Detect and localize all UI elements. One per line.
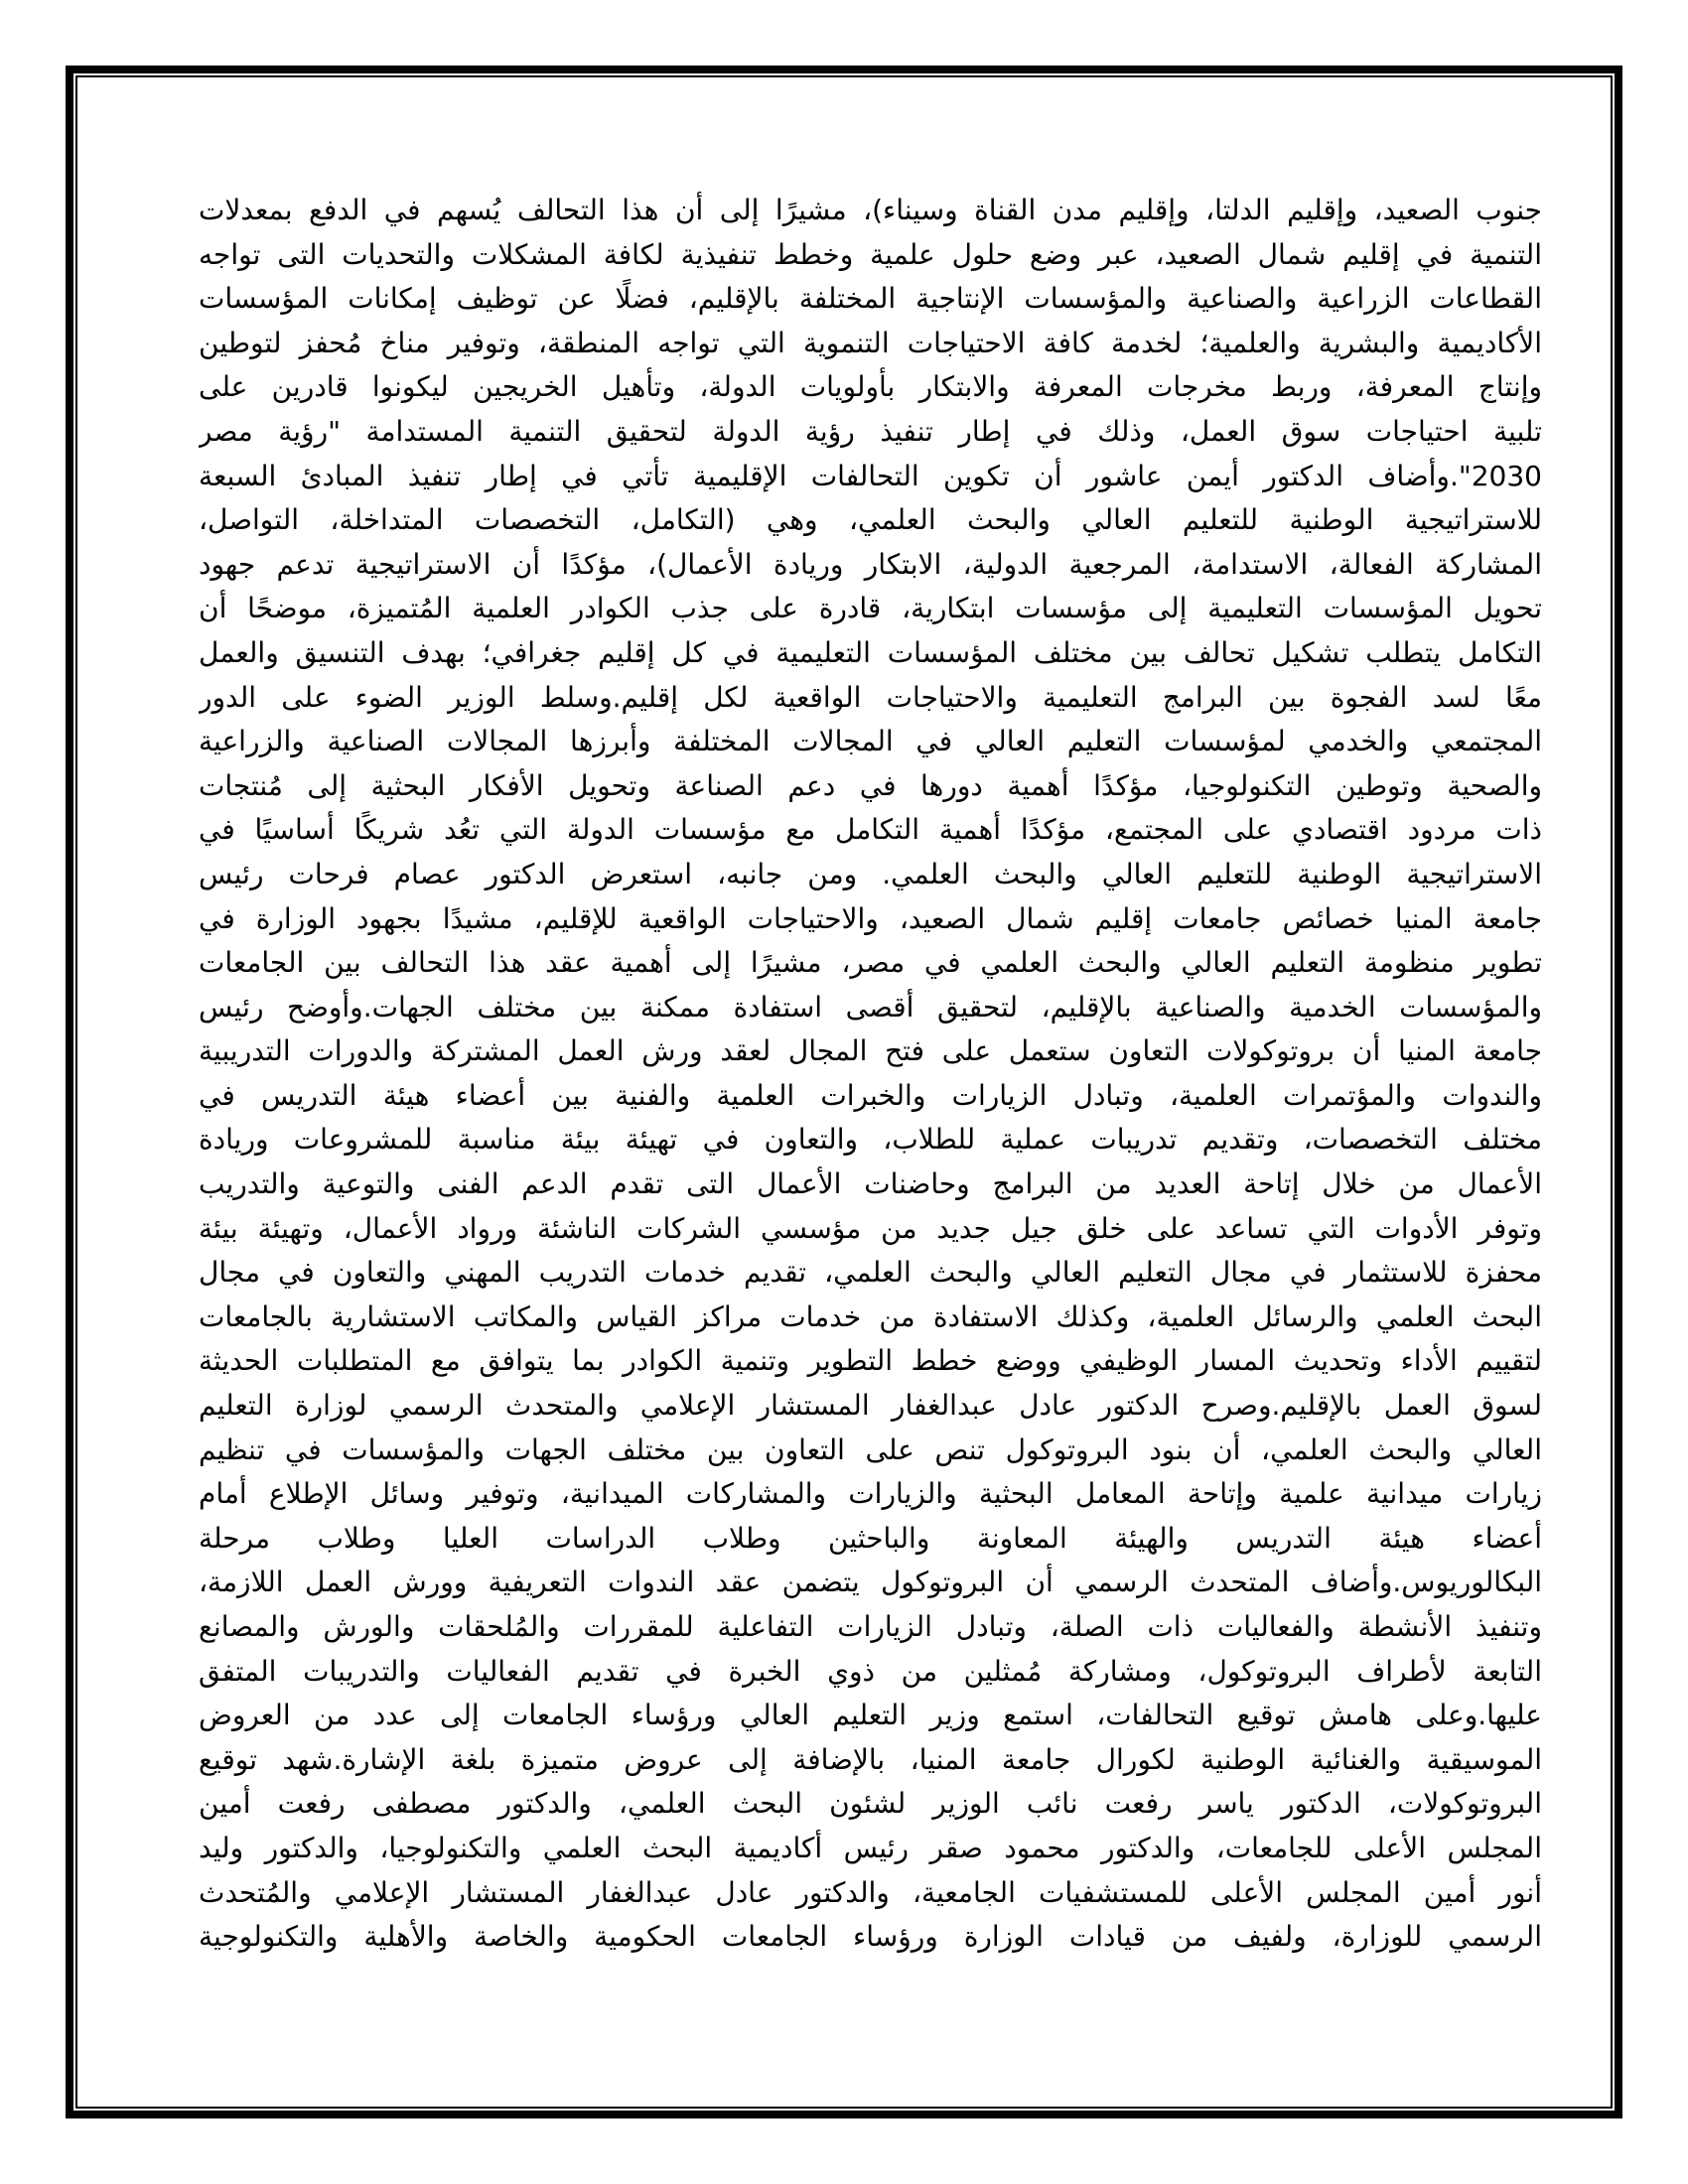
text-line: الأعمال من خلال إتاحة العديد من البرامج وحاضنات الأعمال التى تقدم الدعم الفنى والتوعية والتدريب: [199, 1167, 1542, 1201]
text-line: التابعة لأطراف البروتوكول، ومشاركة مُمثلين من ذوي الخبرة في تقديم الفعاليات والتدريبات المتفق: [199, 1654, 1542, 1688]
text-line: 2030".وأضاف الدكتور أيمن عاشور أن تكوين التحالفات الإقليمية تأتي في إطار تنفيذ المبادئ السبعة: [199, 459, 1542, 492]
text-line: والمؤسسات الخدمية والصناعية بالإقليم، لتحقيق أقصى استفادة ممكنة بين مختلف الجهات.وأوضح رئيس: [199, 990, 1542, 1024]
text-line: محفزة للاستثمار في مجال التعليم العالي والبحث العلمي، تقديم خدمات التدريب المهني والتعاون في مجال: [199, 1256, 1542, 1290]
text-line: الرسمي للوزارة، ولفيف من قيادات الوزارة ورؤساء الجامعات الحكومية والخاصة والأهلية والتكنولوجية: [199, 1920, 1542, 1954]
text-line: معًا لسد الفجوة بين البرامج التعليمية والاحتياجات الواقعية لكل إقليم.وسلط الوزير الضوء على الدور: [199, 680, 1542, 714]
text-line: البروتوكولات، الدكتور ياسر رفعت نائب الوزير لشئون البحث العلمي، والدكتور مصطفى رفعت أمين: [199, 1787, 1542, 1821]
text-line: الاستراتيجية الوطنية للتعليم العالي والبحث العلمي. ومن جانبه، استعرض الدكتور عصام فرحات رئيس: [199, 857, 1542, 890]
text-line: الأكاديمية والبشرية والعلمية؛ لخدمة كافة الاحتياجات التنموية التي تواجه المنطقة، وتوفير مناخ مُحفز لتوطين: [199, 326, 1542, 359]
text-line: عليها.وعلى هامش توقيع التحالفات، استمع وزير التعليم العالي ورؤساء الجامعات إلى عدد من العروض: [199, 1699, 1542, 1732]
text-line: للاستراتيجية الوطنية للتعليم العالي والبحث العلمي، وهي (التكامل، التخصصات المتداخلة، التواصل،: [199, 503, 1542, 537]
text-line: التنمية في إقليم شمال الصعيد، عبر وضع حلول علمية وخطط تنفيذية لكافة المشكلات والتحديات التى تواجه: [199, 237, 1542, 271]
text-line: القطاعات الزراعية والصناعية والمؤسسات الإنتاجية المختلفة بالإقليم، فضلًا عن توظيف إمكانات المؤسسات: [199, 282, 1542, 316]
text-line: ذات مردود اقتصادي على المجتمع، مؤكدًا أهمية التكامل مع مؤسسات الدولة التي تعُد شريكًا أساسيًا في: [199, 813, 1542, 847]
text-line: مختلف التخصصات، وتقديم تدريبات عملية للطلاب، والتعاون في تهيئة بيئة مناسبة للمشروعات وريادة: [199, 1123, 1542, 1157]
text-line: المجتمعي والخدمي لمؤسسات التعليم العالي في المجالات المختلفة وأبرزها المجالات الصناعية والزراعية: [199, 725, 1542, 758]
text-line: تلبية احتياجات سوق العمل، وذلك في إطار تنفيذ رؤية الدولة لتحقيق التنمية المستدامة "رؤية مصر: [199, 414, 1542, 448]
text-line: زيارات ميدانية علمية وإتاحة المعامل البحثية والزيارات والمشاركات الميدانية، وتوفير وسائل الإطلاع أمام: [199, 1477, 1542, 1511]
text-line: جامعة المنيا أن بروتوكولات التعاون ستعمل على فتح المجال لعقد ورش العمل المشتركة والدورات التدريبية: [199, 1034, 1542, 1068]
article-text: [199, 189, 1542, 1960]
text-line: وإنتاج المعرفة، وربط مخرجات المعرفة والابتكار بأولويات الدولة، وتأهيل الخريجين ليكونوا قادرين على: [199, 370, 1542, 404]
text-line: الموسيقية والغنائية الوطنية لكورال جامعة المنيا، بالإضافة إلى عروض متميزة بلغة الإشارة.شهد توقيع: [199, 1742, 1542, 1776]
text-line: تحويل المؤسسات التعليمية إلى مؤسسات ابتكارية، قادرة على جذب الكوادر العلمية المُتميزة، موضحًا أن: [199, 592, 1542, 625]
text-line: التكامل يتطلب تشكيل تحالف بين مختلف المؤسسات التعليمية في كل إقليم جغرافي؛ بهدف التنسيق والعمل: [199, 635, 1542, 669]
text-line: المشاركة الفعالة، الاستدامة، المرجعية الدولية، الابتكار وريادة الأعمال)، مؤكدًا أن الاستراتيجية تدعم جهود: [199, 547, 1542, 581]
text-line: لتقييم الأداء وتحديث المسار الوظيفي ووضع خطط التطوير وتنمية الكوادر بما يتوافق مع المتطلبات الحديثة: [199, 1344, 1542, 1378]
text-line: والصحية وتوطين التكنولوجيا، مؤكدًا أهمية دورها في دعم الصناعة وتحويل الأفكار البحثية إلى مُنتجات: [199, 768, 1542, 802]
text-line: المجلس الأعلى للجامعات، والدكتور محمود صقر رئيس أكاديمية البحث العلمي والتكنولوجيا، والدكتور وليد: [199, 1831, 1542, 1864]
text-line: لسوق العمل بالإقليم.وصرح الدكتور عادل عبدالغفار المستشار الإعلامي والمتحدث الرسمي لوزارة التعليم: [199, 1389, 1542, 1423]
text-line: تطوير منظومة التعليم العالي والبحث العلمي في مصر، مشيرًا إلى أهمية عقد هذا التحالف بين الجامعات: [199, 946, 1542, 980]
text-line: العالي والبحث العلمي، أن بنود البروتوكول تنص على التعاون بين مختلف الجهات والمؤسسات في تنظيم: [199, 1433, 1542, 1466]
text-line: وتوفر الأدوات التي تساعد على خلق جيل جديد من مؤسسي الشركات الناشئة ورواد الأعمال، وتهيئة بيئة: [199, 1211, 1542, 1245]
text-line: وتنفيذ الأنشطة والفعاليات ذات الصلة، وتبادل الزيارات التفاعلية للمقررات والمُلحقات والورش والمصانع: [199, 1610, 1542, 1643]
text-line: البحث العلمي والرسائل العلمية، وكذلك الاستفادة من خدمات مراكز القياس والمكاتب الاستشارية بالجامعات: [199, 1299, 1542, 1333]
text-line: جامعة المنيا خصائص جامعات إقليم شمال الصعيد، والاحتياجات الواقعية للإقليم، مشيدًا بجهود الوزارة في: [199, 901, 1542, 935]
text-line: والندوات والمؤتمرات العلمية، وتبادل الزيارات والخبرات العلمية والفنية بين أعضاء هيئة التدريس في: [199, 1078, 1542, 1112]
text-line: البكالوريوس.وأضاف المتحدث الرسمي أن البروتوكول يتضمن عقد الندوات التعريفية وورش العمل اللازمة،: [199, 1566, 1542, 1599]
text-line: أعضاء هيئة التدريس والهيئة المعاونة والباحثين وطلاب الدراسات العليا وطلاب مرحلة: [199, 1521, 1542, 1555]
text-line: جنوب الصعيد، وإقليم الدلتا، وإقليم مدن القناة وسيناء)، مشيرًا إلى أن هذا التحالف يُسهم في الدفع بمعدلات: [199, 194, 1542, 226]
text-line: أنور أمين المجلس الأعلى للمستشفيات الجامعية، والدكتور عادل عبدالغفار المستشار الإعلامي والمُتحدث: [199, 1875, 1542, 1909]
